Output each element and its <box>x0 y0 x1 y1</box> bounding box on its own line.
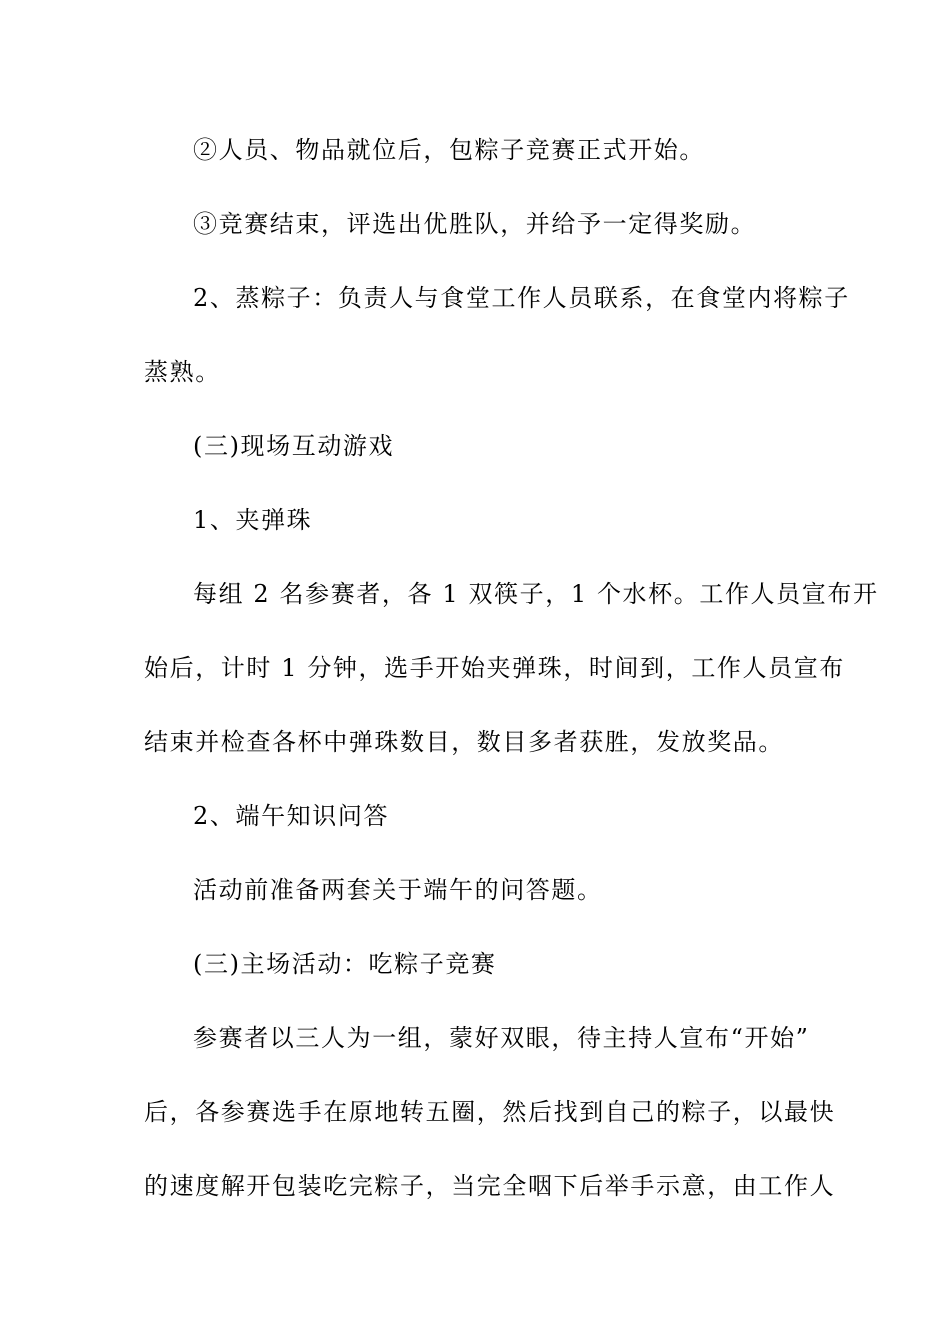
paragraph-line: 结束并检查各杯中弹珠数目，数目多者获胜，发放奖品。 <box>144 728 784 756</box>
paragraph-line: 的速度解开包装吃完粽子，当完全咽下后举手示意，由工作人 <box>144 1172 836 1200</box>
paragraph-line: ③竞赛结束，评选出优胜队，并给予一定得奖励。 <box>193 210 757 238</box>
subsection-heading: 1、夹弹珠 <box>193 506 313 534</box>
section-heading: (三)现场互动游戏 <box>193 432 395 460</box>
paragraph-line: 活动前准备两套关于端午的问答题。 <box>193 876 603 904</box>
paragraph-line: 参赛者以三人为一组，蒙好双眼，待主持人宣布“开始” <box>193 1024 810 1052</box>
paragraph-line: 蒸熟。 <box>144 358 221 386</box>
paragraph-line: ②人员、物品就位后，包粽子竞赛正式开始。 <box>193 136 705 164</box>
paragraph-line: 每组 2 名参赛者，各 1 双筷子，1 个水杯。工作人员宣布开 <box>193 580 879 608</box>
paragraph-line: 2、蒸粽子：负责人与食堂工作人员联系，在食堂内将粽子 <box>193 284 850 312</box>
paragraph-line: 后，各参赛选手在原地转五圈，然后找到自己的粽子，以最快 <box>144 1098 836 1126</box>
subsection-heading: 2、端午知识问答 <box>193 802 390 830</box>
paragraph-line: 始后，计时 1 分钟，选手开始夹弹珠，时间到，工作人员宣布 <box>144 654 845 682</box>
section-heading: (三)主场活动：吃粽子竞赛 <box>193 950 497 978</box>
